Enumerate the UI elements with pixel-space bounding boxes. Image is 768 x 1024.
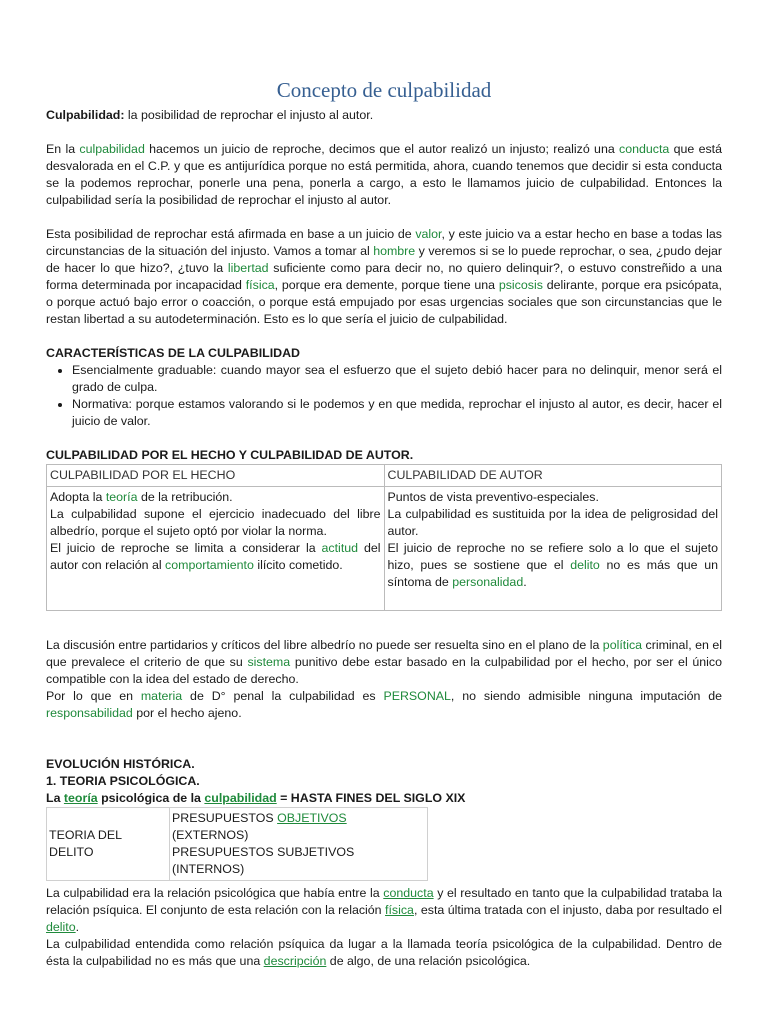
teoria-delito-table [46, 807, 428, 881]
text: suficiente como para decir no, no quiero delinquir?, o estuvo constreñido a una forma determinada por incapacidad [46, 261, 722, 292]
definition-text: la posibilidad de reprochar el injusto al autor. [124, 108, 374, 122]
link-teoria[interactable]: teoría [105, 490, 138, 504]
link-libertad[interactable]: libertad [227, 261, 269, 275]
link-fisica[interactable]: física [385, 903, 414, 917]
text: y el resultado en tanto que la culpabilidad trataba la relación psíquica. El conjunto de esta relación con la relación [46, 886, 722, 917]
text: , y este juicio va a estar hecho en base a todas las circunstancias de la situación del injusto. Vamos a tomar al [46, 227, 722, 258]
table-header: CULPABILIDAD POR EL HECHO [47, 465, 385, 487]
link-valor[interactable]: valor [415, 227, 442, 241]
link-teoria[interactable]: teoría [63, 791, 98, 805]
text: PRESUPUESTOS [172, 811, 278, 825]
paragraph-6 [46, 936, 722, 970]
text: Puntos de vista preventivo-especiales. [387, 490, 599, 504]
link-hombre[interactable]: hombre [373, 244, 416, 258]
text: La culpabilidad entendida como relación psíquica da lugar a la llamada teoría psicológica de la culpabilidad. Dentro de ésta la culpabilidad no es más que una [46, 937, 722, 968]
text: En la [46, 142, 80, 156]
link-conducta[interactable]: conducta [619, 142, 670, 156]
section-heading-hecho-autor: CULPABILIDAD POR EL HECHO Y CULPABILIDAD DE AUTOR. [46, 448, 414, 462]
document-page [46, 78, 722, 611]
paragraph-5 [46, 885, 722, 936]
text: delirante, porque era psicópata, o porque actuó bajo error o coacción, o porque está empujado por esas urgencias sociales que son circunstancias que le restan libertad a su autodeterminación. Esto es lo que sería el juicio de culpabilidad. [46, 278, 722, 326]
definition-term: Culpabilidad: [46, 108, 125, 122]
text: Adopta la [50, 490, 106, 504]
table-header: CULPABILIDAD DE AUTOR [384, 465, 722, 487]
link-delito[interactable]: delito [570, 558, 600, 572]
text: de D° penal la culpabilidad es [182, 689, 384, 703]
link-fisica[interactable]: física [245, 278, 275, 292]
link-psicosis[interactable]: psicosis [498, 278, 543, 292]
text: Por lo que en [46, 689, 141, 703]
section-heading-caracteristicas: CARACTERÍSTICAS DE LA CULPABILIDAD [46, 346, 301, 360]
text: criminal, en el que prevalece el criterio de que su [46, 638, 722, 669]
text: y veremos si se lo puede reprochar, o sea, ¿pudo dejar de hacer lo que hizo?, ¿tuvo la [46, 244, 722, 275]
page-title: Concepto de culpabilidad [276, 78, 492, 102]
text: por el hecho ajeno. [132, 706, 242, 720]
paragraph-3 [46, 637, 722, 688]
definition [46, 107, 722, 124]
caracteristicas-list [46, 362, 722, 430]
link-descripcion[interactable]: descripción [263, 954, 327, 968]
link-personalidad[interactable]: personalidad [452, 575, 524, 589]
text: que está desvalorada en el C.P. y que es antijurídica porque no está permitida, ahora, cuando tenemos que decidir si esta conducta se la podemos reprochar, ponerle una pena, ponerla a cargo, a esto le llamamos juicio de culpabilidad. Entonces la culpabilidad sería la posibilidad de reprochar el injusto al autor. [46, 142, 723, 207]
link-objetivos[interactable]: OBJETIVOS [277, 811, 347, 825]
text: , porque era demente, porque tiene una [274, 278, 499, 292]
text: . [523, 575, 527, 589]
text: La discusión entre partidarios y críticos del libre albedrío no puede ser resuelta sino en el plano de la [46, 638, 603, 652]
text: La culpabilidad es sustituida por la idea de peligrosidad del autor. [387, 507, 718, 538]
text: ilícito cometido. [253, 558, 343, 572]
presupuestos-cell [170, 808, 428, 881]
paragraph-4 [46, 688, 722, 722]
text: La culpabilidad supone el ejercicio inadecuado del libre albedrío, porque el sujeto optó por violar la norma. [50, 507, 381, 538]
link-sistema[interactable]: sistema [247, 655, 291, 669]
section-heading-evolucion: EVOLUCIÓN HISTÓRICA. [46, 757, 195, 771]
text: no es más que un síntoma de [387, 558, 718, 589]
text: La [46, 791, 64, 805]
comparison-table [46, 464, 722, 611]
link-responsabilidad[interactable]: responsabilidad [46, 706, 133, 720]
text: El juicio de reproche se limita a considerar la [50, 541, 322, 555]
paragraph-2 [46, 226, 722, 328]
text: de algo, de una relación psicológica. [326, 954, 531, 968]
text: La culpabilidad era la relación psicológica que había entre la [46, 886, 384, 900]
subheading-teoria-psicologica: 1. TEORIA PSICOLÓGICA. [46, 774, 200, 788]
link-culpabilidad[interactable]: culpabilidad [204, 791, 277, 805]
text: Esta posibilidad de reprochar está afirmada en base a un juicio de [46, 227, 416, 241]
text: . [75, 920, 80, 934]
link-personal[interactable]: PERSONAL [383, 689, 451, 703]
text: , esta última tratada con el injusto, daba por resultado el [413, 903, 722, 917]
table-cell-autor [384, 487, 722, 611]
text: , no siendo admisible ninguna imputación de [450, 689, 722, 703]
text: de la retribución. [137, 490, 233, 504]
teoria-delito-label: TEORIA DEL DELITO [47, 808, 170, 881]
teoria-line [46, 790, 722, 807]
text: (EXTERNOS) [172, 828, 249, 842]
link-actitud[interactable]: actitud [321, 541, 359, 555]
list-item: • Esencialmente graduable: cuando mayor sea el esfuerzo que el sujeto debió hacer para no delinquir, menor será el grado de culpa. [72, 362, 722, 396]
text: psicológica de la [97, 791, 205, 805]
text: punitivo debe estar basado en la culpabilidad por el hecho, por ser el único compatible con la idea del estado de derecho. [46, 655, 722, 686]
text: del autor con relación al [50, 541, 381, 572]
link-comportamiento[interactable]: comportamiento [165, 558, 254, 572]
link-culpabilidad[interactable]: culpabilidad [79, 142, 145, 156]
text: El juicio de reproche no se refiere solo a lo que el sujeto hizo, pues se sostiene que el [387, 541, 718, 572]
link-delito[interactable]: delito [46, 920, 76, 934]
text: hacemos un juicio de reproche, decimos que el autor realizó un injusto; realizó una [144, 142, 620, 156]
text: = HASTA FINES DEL SIGLO XIX [276, 791, 466, 805]
link-conducta[interactable]: conducta [383, 886, 434, 900]
paragraph-1 [46, 141, 722, 209]
table-cell-hecho [47, 487, 385, 611]
link-materia[interactable]: materia [140, 689, 183, 703]
lower-section [46, 637, 722, 970]
text: PRESUPUESTOS SUBJETIVOS (INTERNOS) [172, 845, 355, 876]
link-politica[interactable]: política [602, 638, 643, 652]
list-item: • Normativa: porque estamos valorando si le podemos y en que medida, reprochar el injusto al autor, es decir, hacer el juicio de valor. [72, 396, 722, 430]
